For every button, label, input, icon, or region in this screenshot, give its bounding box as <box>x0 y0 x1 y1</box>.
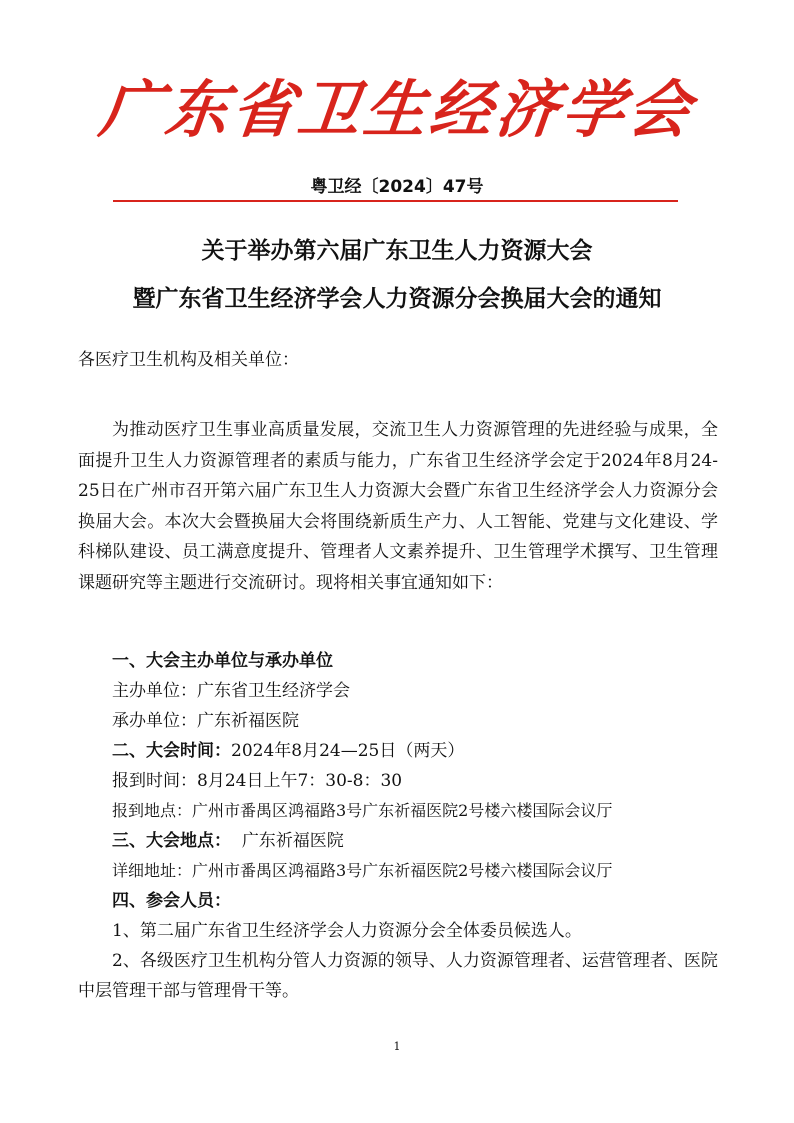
red-divider <box>113 200 678 202</box>
title-line-1: 关于举办第六届广东卫生人力资源大会 <box>201 238 593 264</box>
organizer-unit: 承办单位：广东祈福医院 <box>112 711 299 731</box>
attendee-item-2: 2、各级医疗卫生机构分管人力资源的领导、人力资源管理者、运营管理者、医院中层管理干部与管理骨干等。 <box>78 951 718 1001</box>
document-number: 粤卫经〔2024〕47号 <box>310 177 484 197</box>
title-line-2: 暨广东省卫生经济学会人力资源分会换届大会的通知 <box>132 286 662 312</box>
section-3-heading: 三、大会地点： <box>112 831 231 851</box>
intro-paragraph: 为推动医疗卫生事业高质量发展，交流卫生人力资源管理的先进经验与成果，全面提升卫生人力资源管理者的素质与能力，广东省卫生经济学会定于2024年8月24-25日在广州市召开第六届广东卫生人力资源大会暨广东省卫生经济学会人力资源分会换届大会。本次大会暨换届大会将围绕新质生产力、人工智能、党建与文化建设、学科梯队建设、员工满意度提升、管理者人文素养提升、卫生管理学术撰写、卫生管理课题研究等主题进行交流研讨。现将相关事宜通知如下： <box>78 420 718 593</box>
meeting-place: 广东祈福医院 <box>241 831 344 851</box>
masthead-logo: 广东省卫生经济学会 <box>96 73 698 146</box>
host-unit: 主办单位：广东省卫生经济学会 <box>112 681 350 701</box>
section-1-heading: 一、大会主办单位与承办单位 <box>112 651 333 671</box>
checkin-place: 报到地点：广州市番禺区鸿福路3号广东祈福医院2号楼六楼国际会议厅 <box>112 801 613 820</box>
section-2-heading: 二、大会时间： <box>112 741 231 761</box>
meeting-address: 详细地址：广州市番禺区鸿福路3号广东祈福医院2号楼六楼国际会议厅 <box>112 861 613 880</box>
checkin-time: 报到时间：8月24日上午7：30-8：30 <box>112 771 403 791</box>
attendee-item-1: 1、第二届广东省卫生经济学会人力资源分会全体委员候选人。 <box>112 921 582 941</box>
page-number: 1 <box>393 1040 401 1053</box>
section-2-line <box>78 736 738 766</box>
section-3-line <box>78 826 738 856</box>
notice-sections <box>78 646 738 1006</box>
meeting-time: 2024年8月24—25日（两天） <box>231 741 465 761</box>
section-4-heading: 四、参会人员： <box>112 891 231 911</box>
salutation: 各医疗卫生机构及相关单位： <box>78 350 299 370</box>
